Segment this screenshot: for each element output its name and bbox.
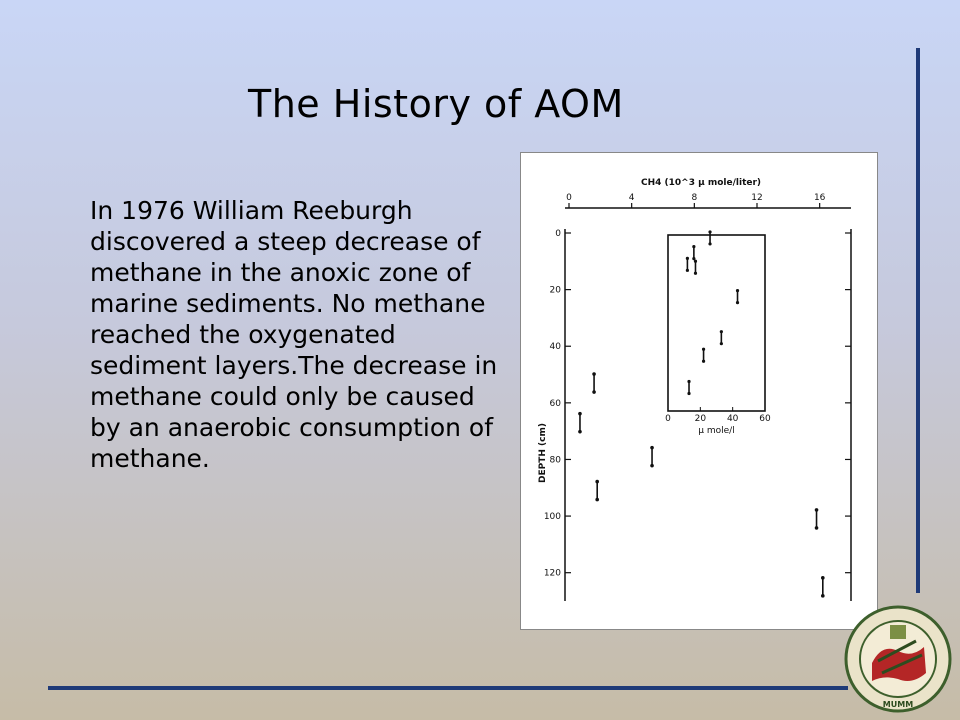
- main-data-point-cap: [578, 430, 582, 434]
- horizontal-accent-line: [48, 686, 848, 690]
- main-data-point-cap: [592, 390, 596, 394]
- main-data-point-cap: [650, 464, 654, 468]
- body-text: In 1976 William Reeburgh discovered a steep decrease of methane in the anoxic zone of marine sediments. No methane reached the oxygenated sediment layers.The decrease in methane could only be caused by an anaerobic consumption of methane.: [90, 196, 498, 473]
- main-x-tick-label: 8: [691, 193, 698, 203]
- main-y-tick-label: 20: [549, 285, 561, 296]
- main-data-point-cap: [821, 576, 825, 580]
- main-ylabel: DEPTH (cm): [538, 423, 548, 483]
- main-data-point-cap: [595, 480, 599, 484]
- main-data-point-cap: [578, 412, 582, 416]
- inset-data-point-cap: [687, 392, 690, 395]
- main-x-tick-label: 12: [751, 193, 763, 203]
- inset-xlabel: μ mole/l: [698, 426, 735, 436]
- inset-data-point-cap: [702, 348, 705, 351]
- main-y-tick-label: 120: [543, 568, 561, 579]
- inset-data-point-cap: [702, 360, 705, 363]
- inset-data-point-cap: [720, 330, 723, 333]
- inset-data-point-cap: [736, 289, 739, 292]
- inset-chart: [665, 230, 771, 436]
- main-data-point-cap: [592, 372, 596, 376]
- inset-data-point-cap: [686, 269, 689, 272]
- inset-data-point-cap: [687, 380, 690, 383]
- main-y-tick-label: 80: [549, 455, 561, 466]
- slide-title: The History of AOM: [248, 82, 624, 126]
- inset-x-tick-label: 20: [694, 414, 707, 424]
- main-xlabel: CH4 (10^3 μ mole/liter): [641, 178, 762, 188]
- inset-x-tick-label: 60: [759, 414, 771, 424]
- main-data-point-cap: [650, 446, 654, 450]
- inset-frame: [668, 235, 765, 411]
- inset-x-tick-label: 0: [665, 414, 671, 424]
- inset-data-point-cap: [720, 342, 723, 345]
- main-x-tick-label: 4: [628, 193, 635, 203]
- inset-x-tick-label: 40: [726, 414, 739, 424]
- figure-svg: [521, 153, 879, 631]
- institution-seal: [842, 603, 954, 715]
- inset-data-point-cap: [692, 245, 695, 248]
- seal-text: MUMM: [882, 700, 914, 709]
- main-data-point-cap: [815, 526, 819, 530]
- inset-data-point-cap: [686, 257, 689, 260]
- seal-tower: [890, 625, 906, 639]
- inset-data-point-cap: [708, 230, 711, 233]
- methane-depth-figure: [520, 152, 878, 630]
- inset-data-point-cap: [694, 272, 697, 275]
- main-data-point-cap: [815, 508, 819, 512]
- main-y-tick-label: 60: [549, 398, 561, 409]
- main-y-tick-label: 40: [549, 342, 561, 353]
- vertical-accent-line: [916, 48, 920, 593]
- inset-data-point-cap: [736, 301, 739, 304]
- main-x-tick-label: 16: [813, 193, 826, 203]
- main-data-point-cap: [821, 594, 825, 598]
- main-y-tick-label: 100: [543, 512, 561, 523]
- inset-data-point-cap: [694, 260, 697, 263]
- main-y-tick-label: 0: [555, 229, 561, 239]
- main-x-tick-label: 0: [566, 193, 572, 203]
- main-data-point-cap: [595, 498, 599, 502]
- inset-data-point-cap: [708, 242, 711, 245]
- inset-data-point-cap: [692, 257, 695, 260]
